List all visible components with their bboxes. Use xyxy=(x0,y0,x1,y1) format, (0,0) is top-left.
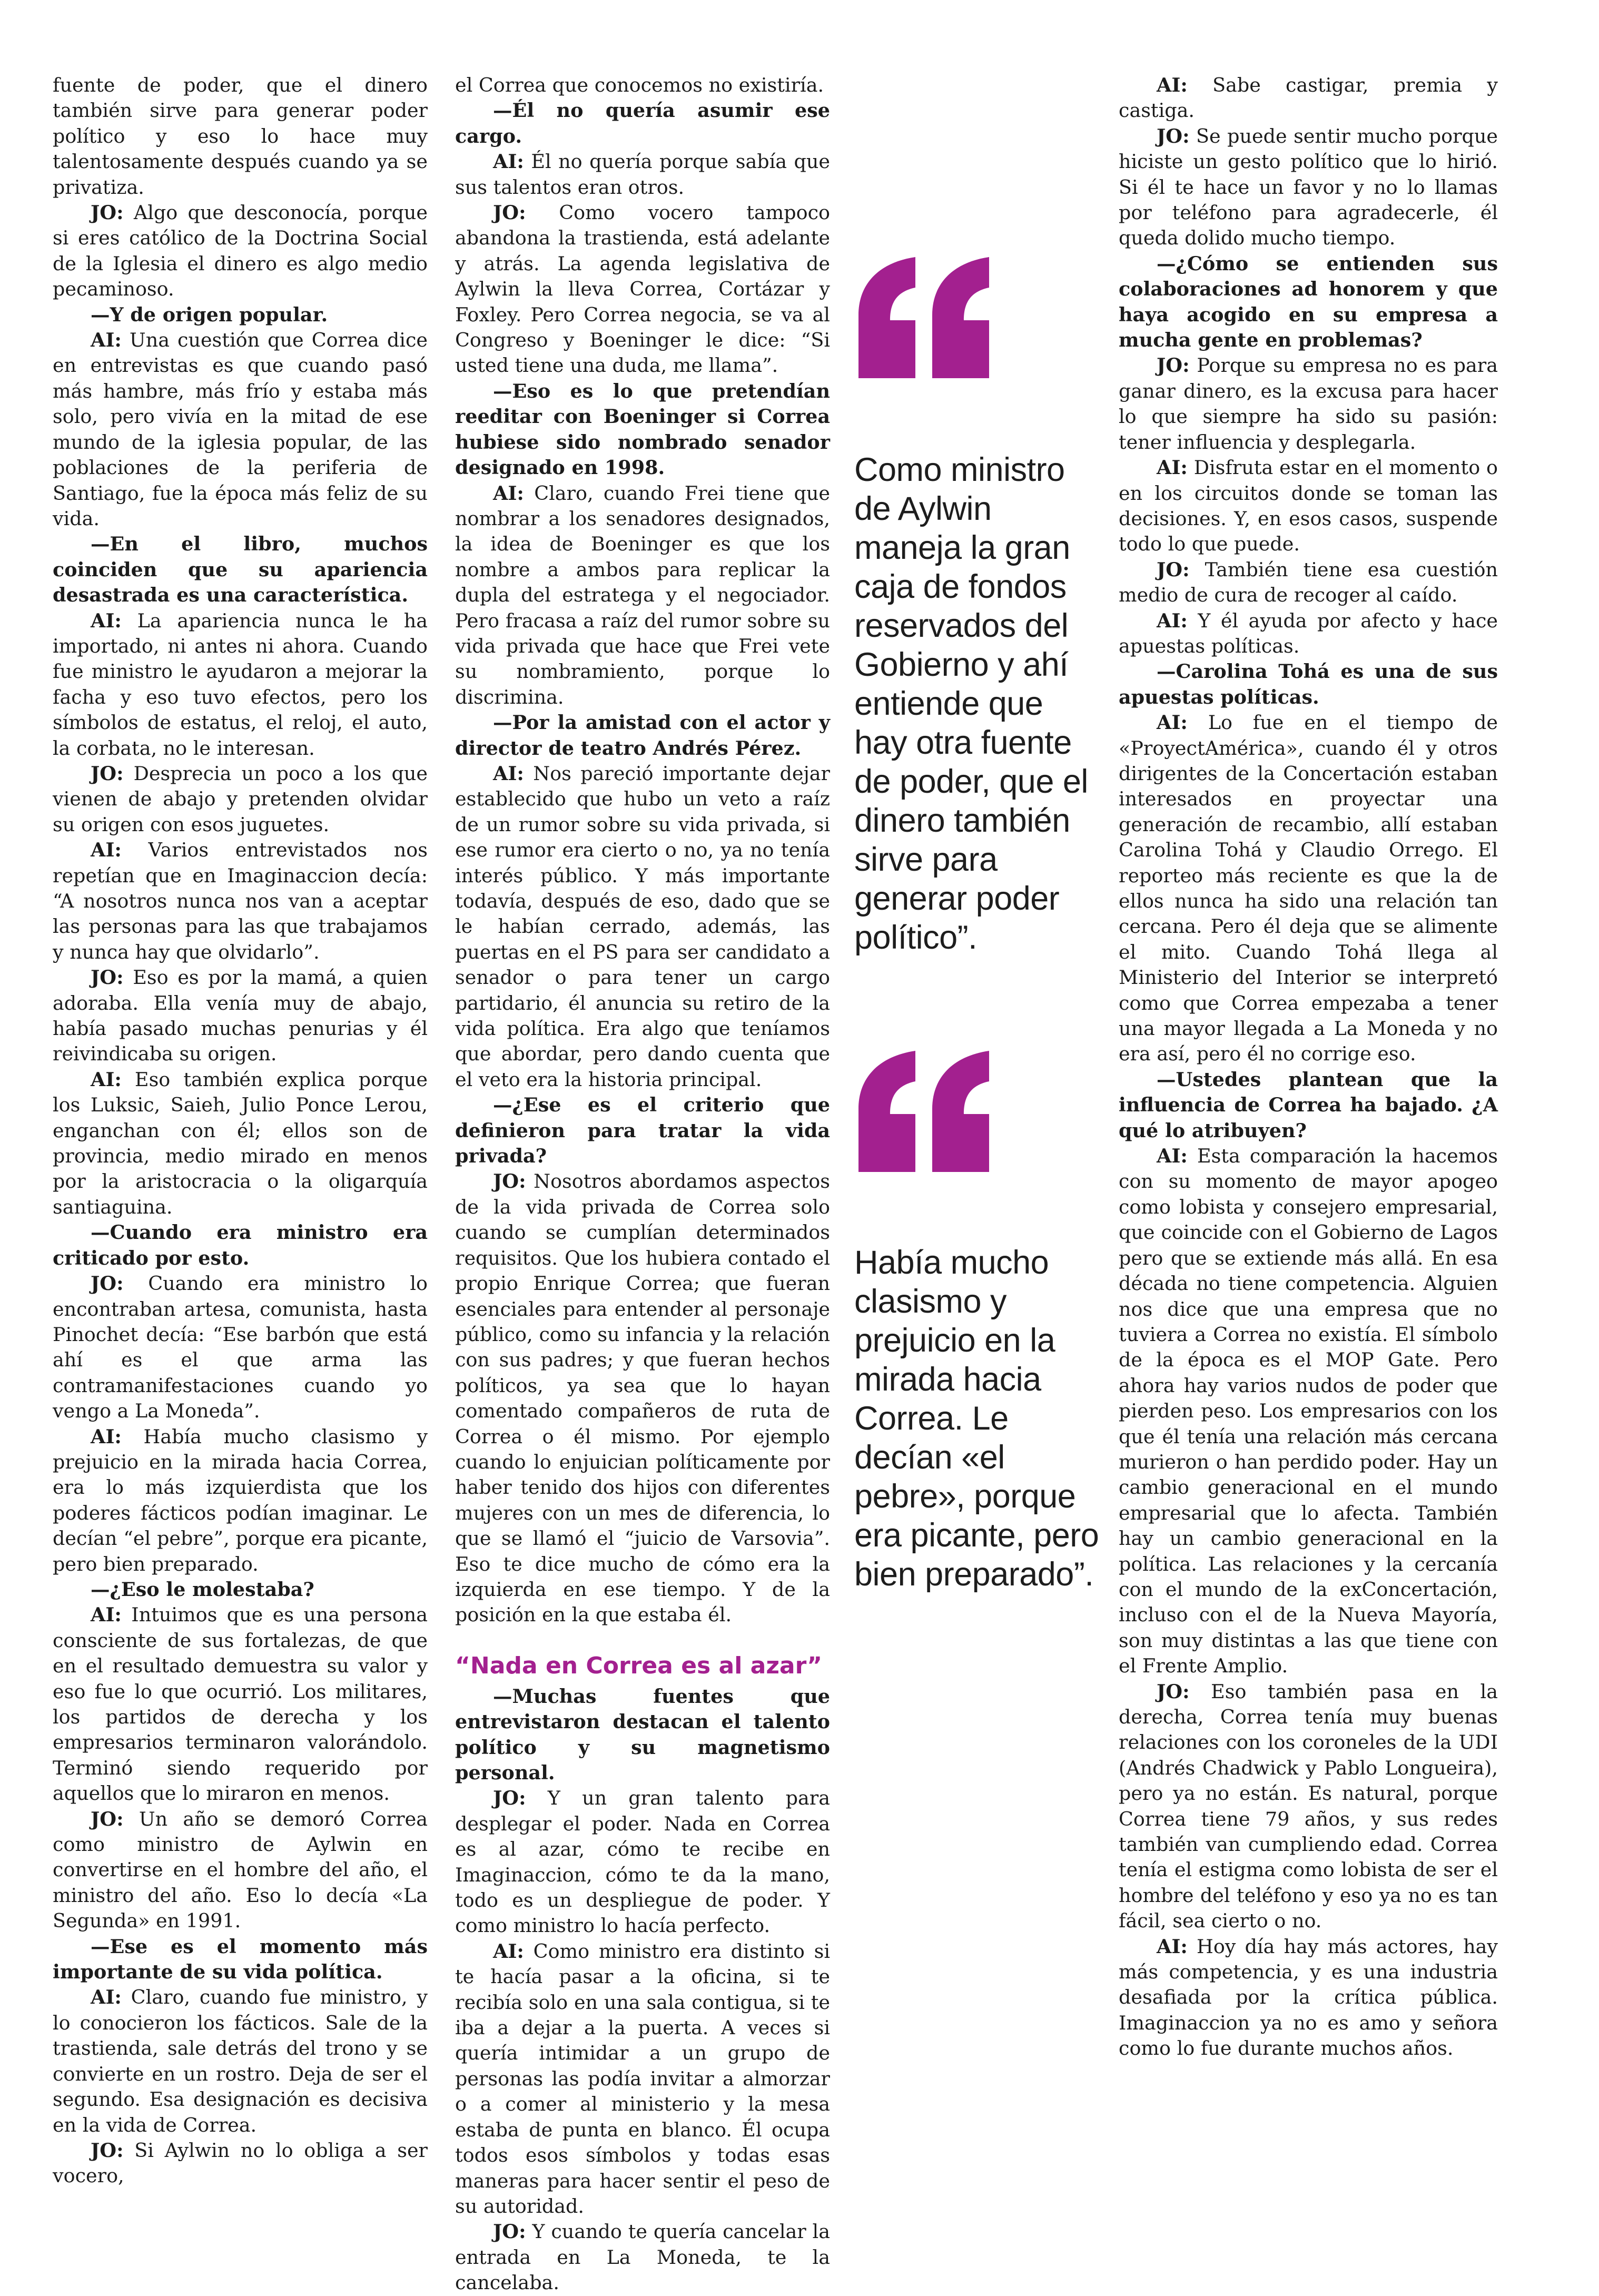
interview-paragraph xyxy=(455,481,830,711)
speaker-label: AI: xyxy=(91,609,122,632)
speaker-label: AI: xyxy=(91,329,122,352)
interview-paragraph xyxy=(53,965,428,1067)
paragraph-text: —Muchas fuentes que entrevistaron destacan el talento político y su magnetismo personal. xyxy=(455,1684,830,1784)
paragraph-text: Porque su empresa no es para ganar dinero, es la excusa para hacer lo que siempre ha sido su pasión: tener influencia y desplegarla. xyxy=(1119,354,1498,454)
interview-paragraph xyxy=(1119,1679,1498,1934)
paragraph-text: Hoy día hay más actores, hay más competencia, y es una industria desafiada por la crítica pública. Imaginaccion ya no es amo y señora como lo fue durante muchos años. xyxy=(1119,1935,1498,2060)
paragraph-text: Nos pareció importante dejar establecido que hubo un veto a raíz de un rumor sobre su vida privada, si ese rumor era cierto o no, ya no tenía interés público. Y más importante todavía, después de eso, dado que se le habían cerrado, además, las puertas en el PS para ser candidato a senador o para tener un cargo partidario, él anuncia su retiro de la vida política. Era algo que teníamos que abordar, pero dando cuenta que el veto era la historia principal. xyxy=(455,762,830,1091)
interview-paragraph xyxy=(1119,455,1498,557)
speaker-label: JO: xyxy=(91,762,124,785)
pull-quote-1: Como ministro de Aylwin maneja la gran caja de fondos reservados del Gobierno y ahí entiende que hay otra fuente de poder, que el dinero también sirve para generar poder político”. xyxy=(854,451,1088,956)
interview-paragraph xyxy=(1119,608,1498,659)
speaker-label: AI: xyxy=(493,150,524,173)
paragraph-text: —¿Cómo se entienden sus colaboraciones ad honorem y que haya acogido en su empresa a mucha gente en problemas? xyxy=(1119,252,1498,352)
interview-paragraph xyxy=(1119,1934,1498,2062)
interview-paragraph xyxy=(455,200,830,379)
interview-paragraph xyxy=(53,608,428,761)
interview-paragraph xyxy=(1119,124,1498,251)
interview-paragraph xyxy=(455,73,830,98)
interview-question xyxy=(455,98,830,149)
interview-question xyxy=(53,1220,428,1271)
paragraph-text: fuente de poder, que el dinero también sirve para generar poder político y eso lo hace muy talentosamente después cuando ya se privatiza. xyxy=(53,74,428,199)
interview-paragraph xyxy=(1119,710,1498,1067)
speaker-label: AI: xyxy=(91,1603,122,1627)
article-column-2 xyxy=(455,73,830,2296)
article-column-1 xyxy=(53,73,428,2189)
paragraph-text: Cuando era ministro lo encontraban artesa, comunista, hasta Pinochet decía: “Ese barbón que está ahí es el que arma las contramanifestaciones cuando yo vengo a La Moneda”. xyxy=(53,1272,428,1423)
speaker-label: JO: xyxy=(1157,124,1190,147)
paragraph-text: También tiene esa cuestión medio de cura de recoger al caído. xyxy=(1119,558,1498,607)
speaker-label: JO: xyxy=(91,1807,124,1830)
interview-paragraph xyxy=(53,761,428,837)
paragraph-text: —Eso es lo que pretendían reeditar con Boeninger si Correa hubiese sido nombrado senador designado en 1998. xyxy=(455,379,830,479)
quote-mark-icon xyxy=(853,1051,995,1172)
paragraph-text: —Por la amistad con el actor y director de teatro Andrés Pérez. xyxy=(455,711,830,760)
speaker-label: AI: xyxy=(1157,74,1188,96)
paragraph-text: Una cuestión que Correa dice en entrevistas es que cuando pasó más hambre, más frío y estaba más solo, pero vivía en la mitad de ese mundo de la iglesia popular, de las poblaciones de la periferia de Santiago, fue la época más feliz de su vida. xyxy=(53,329,428,530)
speaker-label: AI: xyxy=(1157,711,1188,734)
speaker-label: AI: xyxy=(91,1425,122,1448)
paragraph-text: —Cuando era ministro era criticado por esto. xyxy=(53,1221,428,1269)
interview-paragraph xyxy=(53,1424,428,1577)
paragraph-text: Como ministro era distinto si te hacía pasar a la oficina, si te recibía solo en una sala contigua, si te iba a dejar a la puerta. A veces si quería intimidar a un grupo de personas las podía invitar a almorzar o a comer al ministerio y la mesa estaba de punta en blanco. Él ocupa todos esos símbolos y todas esas maneras para hacer sentir el peso de su autoridad. xyxy=(455,1939,830,2218)
interview-paragraph xyxy=(455,1786,830,1938)
speaker-label: JO: xyxy=(1157,1680,1190,1703)
speaker-label: JO: xyxy=(1157,354,1190,377)
speaker-label: JO: xyxy=(493,1787,526,1810)
paragraph-text: Y cuando te quería cancelar la entrada en La Moneda, te la cancelaba. xyxy=(455,2220,830,2294)
interview-question xyxy=(455,379,830,481)
speaker-label: JO: xyxy=(493,2220,526,2243)
paragraph-text: Claro, cuando fue ministro, y lo conocieron los fácticos. Sale de la trastienda, sale detrás del trono y se convierte en un rostro. Deja de ser el segundo. Esa designación es decisiva en la vida de Correa. xyxy=(53,1986,428,2136)
interview-question xyxy=(455,1092,830,1169)
interview-paragraph xyxy=(1119,73,1498,124)
paragraph-text: —En el libro, muchos coinciden que su apariencia desastrada es una característica. xyxy=(53,533,428,607)
paragraph-text: Claro, cuando Frei tiene que nombrar a los senadores designados, la idea de Boeninger es que los nombre a ambos para replicar la dupla del estratega y el negociador. Pero fracasa a raíz del rumor sobre su vida privada que hace que Frei vete su nombramiento, porque lo discrimina. xyxy=(455,481,830,708)
paragraph-text: —¿Ese es el criterio que definieron para tratar la vida privada? xyxy=(455,1093,830,1168)
interview-paragraph xyxy=(53,2138,428,2189)
interview-paragraph xyxy=(455,2219,830,2295)
interview-paragraph xyxy=(1119,557,1498,608)
speaker-label: JO: xyxy=(1157,558,1190,581)
paragraph-text: Como vocero tampoco abandona la trastienda, está adelante y atrás. La agenda legislativa de Aylwin la lleva Correa, Cortázar y Foxley. Pero Correa negocia, se va al Congreso y Boeninger le dice: “Si usted tiene una duda, me llama”. xyxy=(455,201,830,377)
speaker-label: JO: xyxy=(493,201,526,224)
paragraph-text: Se puede sentir mucho porque hiciste un gesto político que lo hirió. Si él te hace un favor y no lo llamas por teléfono para agradecerle, él queda dolido mucho tiempo. xyxy=(1119,124,1498,250)
interview-question xyxy=(53,531,428,608)
interview-paragraph xyxy=(53,1985,428,2137)
interview-paragraph xyxy=(53,73,428,200)
paragraph-text: Intuimos que es una persona consciente de sus fortalezas, de que en el resultado demuestra su valor y eso fue lo que ocurrió. Los militares, los partidos de derecha y los empresarios terminaron valorándolo. Terminó siendo requerido por aquellos que lo miraron en menos. xyxy=(53,1603,428,1805)
paragraph-text: Si Aylwin no lo obliga a ser vocero, xyxy=(53,2139,428,2187)
paragraph-text: Eso también explica porque los Luksic, Saieh, Julio Ponce Lerou, enganchan con él; ellos son de provincia, medio mirado en menos por la aristocracia o la oligarquía santiaguina. xyxy=(53,1068,428,1218)
paragraph-text: Un año se demoró Correa como ministro de Aylwin en convertirse en el hombre del año, el ministro del año. Eso lo decía «La Segunda» en 1991. xyxy=(53,1807,428,1933)
paragraph-text: Lo fue en el tiempo de «ProyectAmérica», cuando él y otros dirigentes de la Concertación estaban interesados en proyectar una generación de recambio, allí estaban Carolina Tohá y Claudio Orrego. El reporteo más reciente es que la de ellos nunca ha sido una relación tan cercana. Pero él deja que se alimente el mito. Cuando Tohá llega al Ministerio del Interior se interpretó como que Correa empezaba a tener una mayor llegada a La Moneda y no era así, pero él no corrige eso. xyxy=(1119,711,1498,1066)
speaker-label: AI: xyxy=(1157,456,1188,479)
speaker-label: JO: xyxy=(91,1272,124,1295)
interview-question xyxy=(1119,659,1498,710)
section-subheading: “Nada en Correa es al azar” xyxy=(455,1652,823,1679)
paragraph-text: Eso es por la mamá, a quien adoraba. Ella venía muy de abajo, había pasado muchas penurias y él reivindicaba su origen. xyxy=(53,966,428,1066)
interview-paragraph xyxy=(53,1807,428,1934)
quote-mark-icon xyxy=(853,257,995,378)
interview-paragraph xyxy=(455,761,830,1092)
paragraph-text: Él no quería porque sabía que sus talentos eran otros. xyxy=(455,150,830,199)
speaker-label: JO: xyxy=(493,1170,526,1193)
interview-paragraph xyxy=(53,837,428,965)
interview-paragraph xyxy=(1119,1144,1498,1679)
speaker-label: JO: xyxy=(91,201,124,224)
interview-question xyxy=(53,1577,428,1602)
interview-paragraph xyxy=(455,1169,830,1628)
speaker-label: JO: xyxy=(91,966,124,989)
paragraph-text: Algo que desconocía, porque si eres católico de la Doctrina Social de la Iglesia el dinero es algo medio pecaminoso. xyxy=(53,201,428,301)
speaker-label: AI: xyxy=(493,481,524,505)
interview-question xyxy=(1119,1067,1498,1144)
paragraph-text: Nosotros abordamos aspectos de la vida privada de Correa solo cuando se cumplían determinados requisitos. Que los hubiera contado el propio Enrique Correa; que fueran esenciales para entender al personaje público, como su infancia y la relación con sus padres; y que fueran hechos políticos, ya sea que lo hayan comentado compañeros de ruta de Correa o él mismo. Por ejemplo cuando lo enjuician políticamente por haber tenido dos hijos con diferentes mujeres con un mes de diferencia, lo que se llamó el “juicio de Varsovia”. Eso te dice mucho de cómo era la izquierda en ese tiempo. Y de la posición en la que estaba él. xyxy=(455,1170,830,1627)
interview-question xyxy=(455,1684,830,1786)
paragraph-text: —Ese es el momento más importante de su vida política. xyxy=(53,1935,428,1984)
interview-paragraph xyxy=(53,1602,428,1806)
paragraph-text: Había mucho clasismo y prejuicio en la mirada hacia Correa, era lo más izquierdista que los poderes fácticos podían imaginar. Le decían “el pebre”, porque era picante, pero bien preparado. xyxy=(53,1425,428,1575)
interview-paragraph xyxy=(53,1067,428,1220)
interview-paragraph xyxy=(53,200,428,302)
speaker-label: JO: xyxy=(91,2139,124,2162)
paragraph-text: Eso también pasa en la derecha, Correa tenía muy buenas relaciones con los coroneles de la UDI (Andrés Chadwick y Pablo Longueira), pero ya no están. Es natural, porque Correa tiene 79 años, y sus redes también van cumpliendo edad. Correa tenía el estigma como lobista de ser el hombre del teléfono y eso ya no es tan fácil, sea cierto o no. xyxy=(1119,1680,1498,1933)
speaker-label: AI: xyxy=(91,1986,122,2009)
paragraph-text: Varios entrevistados nos repetían que en Imaginaccion decía: “A nosotros nunca nos van a aceptar las personas para las que trabajamos y nunca hay que olvidarlo”. xyxy=(53,839,428,963)
interview-paragraph xyxy=(455,1939,830,2219)
paragraph-text: —Carolina Tohá es una de sus apuestas políticas. xyxy=(1119,660,1498,708)
paragraph-text: Esta comparación la hacemos con su momento de mayor apogeo como lobista y consejero empresarial, que coincide con el Gobierno de Lagos pero que se extiende más allá. En esa década no tiene competencia. Alguien nos dice que una empresa que no tuviera a Correa no existía. El símbolo de la época es el MOP Gate. Pero ahora hay varios nudos de poder que pierden peso. Los empresarios con los que él tenía una relación más cercana murieron o han perdido poder. Hay un cambio generacional en el mundo empresarial que lo afecta. También hay un cambio generacional en la política. Las relaciones y la cercanía con el mundo de la exConcertación, incluso con el de la Nueva Mayoría, son muy distintas a las que tiene con el Frente Amplio. xyxy=(1119,1145,1498,1678)
article-column-3 xyxy=(1119,73,1498,2062)
paragraph-text: —Él no quería asumir ese cargo. xyxy=(455,99,830,147)
interview-question xyxy=(53,302,428,328)
interview-paragraph xyxy=(455,149,830,200)
interview-paragraph xyxy=(53,1271,428,1424)
paragraph-text: —Y de origen popular. xyxy=(91,303,328,326)
paragraph-text: Y un gran talento para desplegar el poder. Nada en Correa es al azar, cómo te recibe en Imaginaccion, cómo te da la mano, todo es un despliegue de poder. Y como ministro lo hacía perfecto. xyxy=(455,1787,830,1937)
speaker-label: AI: xyxy=(1157,1145,1188,1168)
speaker-label: AI: xyxy=(91,839,122,862)
paragraph-text: Desprecia un poco a los que vienen de abajo y pretenden olvidar su origen con esos juguetes. xyxy=(53,762,428,836)
speaker-label: AI: xyxy=(493,1939,524,1963)
interview-question xyxy=(1119,251,1498,353)
paragraph-text: —¿Eso le molestaba? xyxy=(91,1578,314,1601)
speaker-label: AI: xyxy=(1157,1935,1188,1958)
paragraph-text: —Ustedes plantean que la influencia de Correa ha bajado. ¿A qué lo atribuyen? xyxy=(1119,1068,1498,1142)
paragraph-text: Y él ayuda por afecto y hace apuestas políticas. xyxy=(1119,609,1498,657)
paragraph-text: La apariencia nunca le ha importado, ni antes ni ahora. Cuando fue ministro le ayudaron a mejorar la facha y eso tuvo efectos, pero los símbolos de estatus, el reloj, el auto, la corbata, no le interesan. xyxy=(53,609,428,760)
interview-question xyxy=(455,710,830,761)
speaker-label: AI: xyxy=(1157,609,1188,632)
interview-question xyxy=(53,1934,428,1985)
interview-paragraph xyxy=(1119,353,1498,455)
paragraph-text: el Correa que conocemos no existiría. xyxy=(455,74,824,96)
column-2-bottom xyxy=(455,1684,830,2296)
interview-paragraph xyxy=(53,328,428,531)
paragraph-text: Disfruta estar en el momento o en los circuitos donde se toman las decisiones. Y, en esos casos, suspende todo lo que puede. xyxy=(1119,456,1498,556)
pull-quote-2: Había mucho clasismo y prejuicio en la mirada hacia Correa. Le decían «el pebre», porque era picante, pero bien preparado”. xyxy=(854,1244,1099,1593)
column-2-top xyxy=(455,73,830,1628)
speaker-label: AI: xyxy=(493,762,524,785)
paragraph-text: Sabe castigar, premia y castiga. xyxy=(1119,74,1498,122)
speaker-label: AI: xyxy=(91,1068,122,1091)
